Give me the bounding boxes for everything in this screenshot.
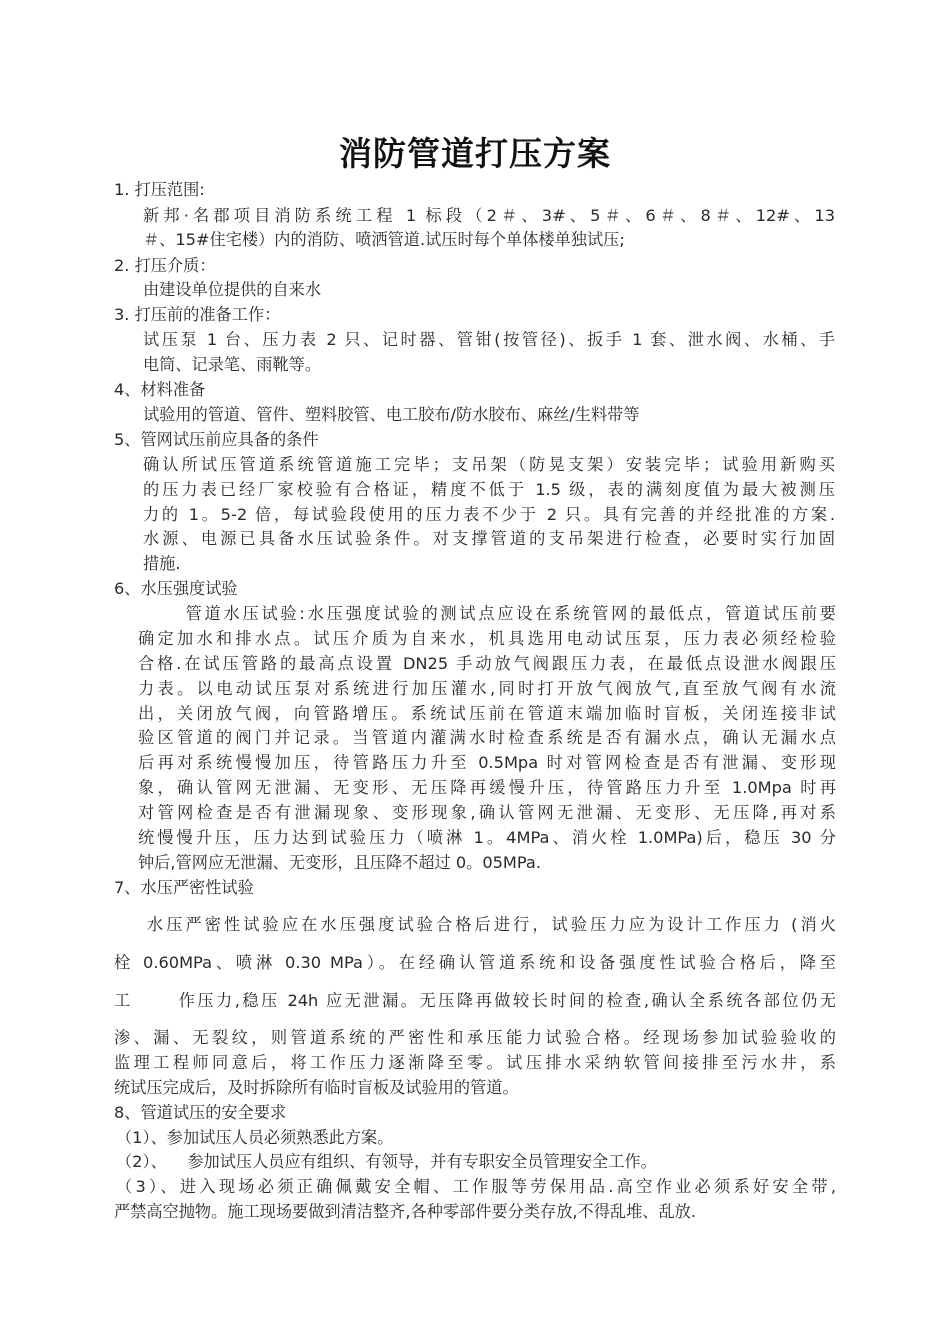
section-heading: 4、材料准备	[114, 380, 206, 399]
document-title: 消防管道打压方案	[339, 134, 611, 173]
paragraph-line: 后再对系统慢慢加压，待管路压力升至 0.5Mpa 时对管网检查是否有泄漏、变形现	[138, 753, 836, 772]
paragraph-line: 试压泵 1 台、压力表 2 只、记时器、管钳(按管径)、扳手 1 套、泄水阀、水桶、手	[143, 330, 835, 349]
paragraph-line: 确定加水和排水点。试压介质为自来水，机具选用电动试压泵，压力表必须经检验	[138, 629, 836, 648]
section-heading: 3. 打压前的准备工作：	[114, 305, 281, 324]
paragraph-line: 钟后,管网应无泄漏、无变形，且压降不超过 0。05MPa.	[138, 853, 542, 872]
list-item: （1）、参加试压人员必须熟悉此方案。	[116, 1128, 394, 1147]
section-heading: 6、水压强度试验	[114, 579, 238, 598]
paragraph-line: ＃、15#住宅楼）内的消防、喷洒管道.试压时每个单体楼单独试压;	[143, 230, 625, 249]
paragraph-line: 水源、电源已具备水压试验条件。对支撑管道的支吊架进行检查，必要时实行加固	[143, 529, 835, 548]
paragraph-line: 由建设单位提供的自来水	[143, 280, 322, 299]
paragraph-line: 栓 0.60MPa、喷淋 0.30 MPa）。在经确认管道系统和设备强度性试验合格后，降至	[114, 953, 836, 972]
paragraph-line: 管道水压试验:水压强度试验的测试点应设在系统管网的最低点，管道试压前要	[138, 604, 836, 623]
paragraph-line: 力的 1。5-2 倍，每试验段使用的压力表不少于 2 只。具有完善的并经批准的方案.	[143, 505, 835, 524]
paragraph-line: 统试压完成后，及时拆除所有临时盲板及试验用的管道。	[114, 1078, 519, 1097]
paragraph-line: 合格.在试压管路的最高点设置 DN25 手动放气阀跟压力表，在最低点设泄水阀跟压	[138, 654, 836, 673]
section-heading: 2. 打压介质：	[114, 256, 216, 275]
list-item: （3）、进入现场必须正确佩戴安全帽、工作服等劳保用品.高空作业必须系好安全带,	[116, 1177, 836, 1196]
paragraph-line: 水压严密性试验应在水压强度试验合格后进行，试验压力应为设计工作压力 (消火	[114, 915, 836, 934]
paragraph-line: 验区管道的阀门并记录。当管道内灌满水时检查系统是否有漏水点，确认无漏水点	[138, 728, 836, 747]
section-heading: 1. 打压范围:	[114, 180, 205, 199]
paragraph-line: 的压力表已经厂家校验有合格证，精度不低于 1.5 级，表的满刻度值为最大被测压	[143, 480, 835, 499]
list-item: 严禁高空抛物。施工现场要做到清洁整齐,各种零部件要分类存放,不得乱堆、乱放.	[114, 1202, 696, 1221]
paragraph-line: 电筒、记录笔、雨靴等。	[143, 355, 322, 374]
paragraph-line: 措施.	[143, 554, 181, 573]
paragraph-line: 试验用的管道、管件、塑料胶管、电工胶布/防水胶布、麻丝/生料带等	[143, 405, 640, 424]
list-item: （2）、 参加试压人员应有组织、有领导，并有专职安全员管理安全工作。	[116, 1152, 657, 1171]
section-heading: 7、水压严密性试验	[114, 878, 254, 897]
paragraph-line: 监理工程师同意后，将工作压力逐渐降至零。试压排水采纳软管间接排至污水井，系	[114, 1053, 836, 1072]
paragraph-line: 象，确认管网无泄漏、无变形、无压降再缓慢升压，待管路压力升至 1.0Mpa 时再	[138, 778, 836, 797]
paragraph-line: 出，关闭放气阀，向管路增压。系统试压前在管道末端加临时盲板，关闭连接非试	[138, 704, 836, 723]
paragraph-line: 对管网检查是否有泄漏现象、变形现象,确认管网无泄漏、无变形、无压降,再对系	[138, 803, 836, 822]
paragraph-line: 新邦·名郡项目消防系统工程 1 标段（2＃、3#、5＃、6＃、8＃、12#、13	[143, 206, 835, 225]
section-heading: 5、管网试压前应具备的条件	[114, 430, 319, 449]
section-heading: 8、管道试压的安全要求	[114, 1103, 287, 1122]
paragraph-line: 确认所试压管道系统管道施工完毕；支吊架（防晃支架）安装完毕；试验用新购买	[143, 455, 835, 474]
paragraph-line: 统慢慢升压，压力达到试验压力（喷淋 1。4MPa、消火栓 1.0MPa)后，稳压 30 分	[138, 828, 836, 847]
paragraph-line: 工 作压力,稳压 24h 应无泄漏。无压降再做较长时间的检查,确认全系统各部位仍无	[114, 991, 836, 1010]
paragraph-line: 渗、漏、无裂纹，则管道系统的严密性和承压能力试验合格。经现场参加试验验收的	[114, 1028, 836, 1047]
paragraph-line: 力表。以电动试压泵对系统进行加压灌水,同时打开放气阀放气,直至放气阀有水流	[138, 679, 836, 698]
